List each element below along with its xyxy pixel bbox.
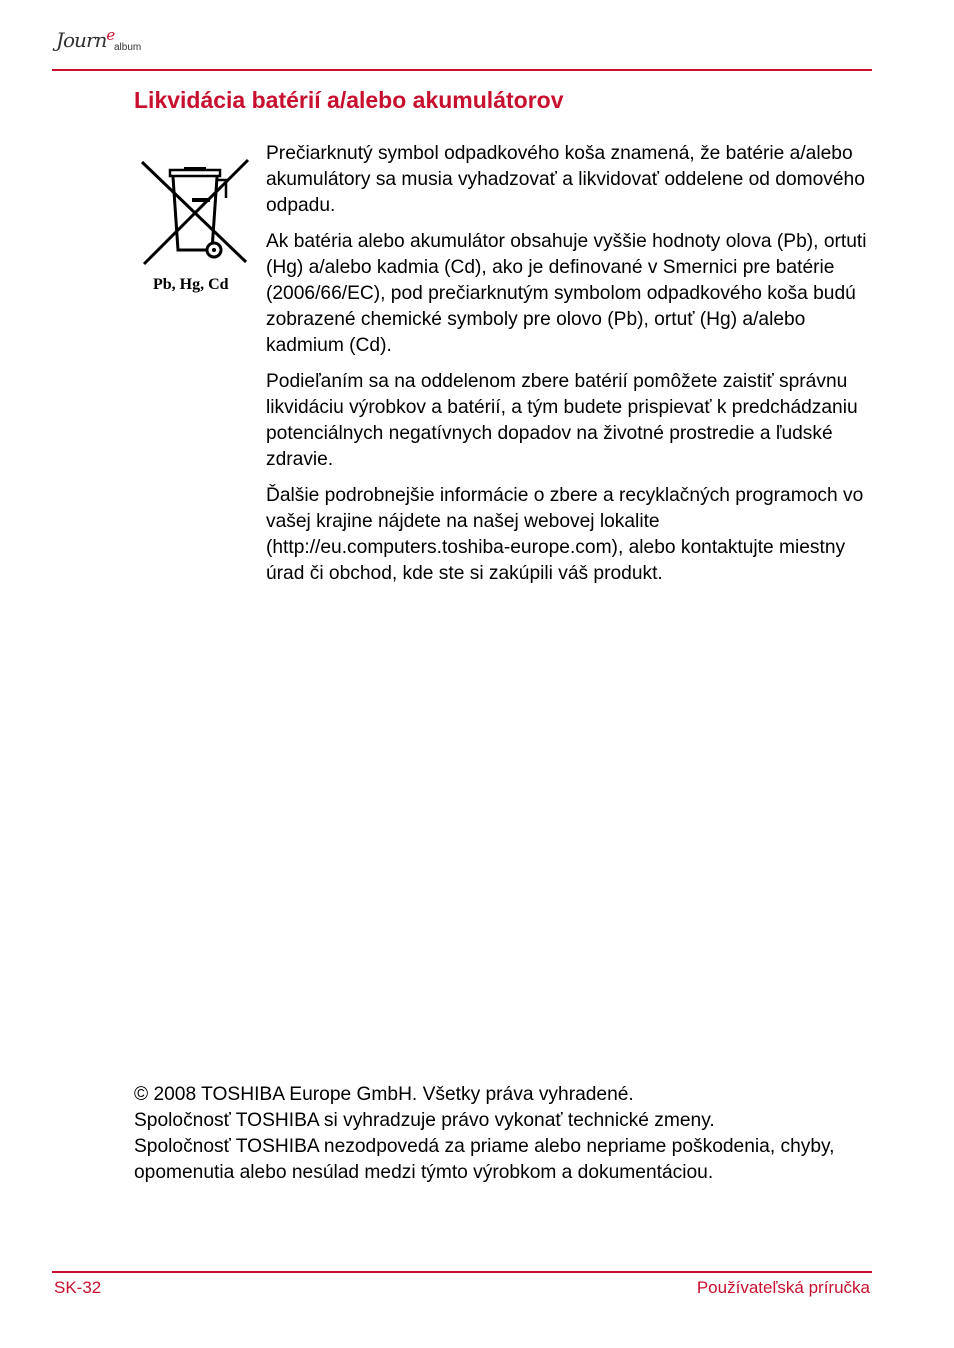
page-number: SK-32: [54, 1278, 102, 1297]
copyright-notice: [134, 1082, 854, 1186]
logo-script-text: Journ$^e$: [56, 26, 115, 52]
liability-line: Spoločnosť TOSHIBA nezodpovedá za priame alebo nepriame poškodenia, chyby, opomenutia alebo nesúlad medzi týmto výrobkom a dokumentáciou.: [134, 1136, 835, 1183]
header-rule: [52, 69, 872, 71]
journe-album-logo: [52, 26, 152, 62]
paragraph-meaning: Prečiarknutý symbol odpadkového koša znamená, že batérie a/alebo akumulátory sa musia vyhadzovať a likvidovať oddelene od domového odpadu.: [266, 143, 865, 216]
chemical-symbols-label: Pb, Hg, Cd: [153, 276, 229, 293]
footer-rule: [52, 1271, 872, 1273]
crossed-out-wheeled-bin-icon: [140, 158, 252, 268]
manual-title: Používateľská príručka: [696, 1278, 870, 1297]
logo-album-text: album: [114, 42, 142, 53]
paragraph-more-info: Ďalšie podrobnejšie informácie o zbere a recyklačných programoch vo vašej krajine nájdete na našej webovej lokalite (http://eu.computers.toshiba-europe.com), alebo kontaktujte miestny úrad či obchod, kde ste si zakúpili váš produkt.: [266, 485, 864, 584]
body-text: [266, 141, 870, 597]
section-title: Likvidácia batérií a/alebo akumulátorov: [134, 87, 564, 113]
copyright-line: © 2008 TOSHIBA Europe GmbH. Všetky práva vyhradené.: [134, 1084, 634, 1105]
weee-symbol: [134, 150, 258, 300]
paragraph-collection: Podieľaním sa na oddelenom zbere batérií pomôžete zaistiť správnu likvidáciu výrobkov a batérií, a tým budete prispievať k predchádzaniu potenciálnych negatívnych dopadov na životné prostredie a ľudské zdravie.: [266, 371, 858, 470]
technical-changes-line: Spoločnosť TOSHIBA si vyhradzuje právo vykonať technické zmeny.: [134, 1110, 715, 1131]
paragraph-chemicals: Ak batéria alebo akumulátor obsahuje vyššie hodnoty olova (Pb), ortuti (Hg) a/alebo kadmia (Cd), ako je definované v Smernici pre batérie (2006/66/EC), pod prečiarknutým symbolom odpadkového koša budú zobrazené chemické symboly pre olovo (Pb), ortuť (Hg) a/alebo kadmium (Cd).: [266, 231, 867, 356]
